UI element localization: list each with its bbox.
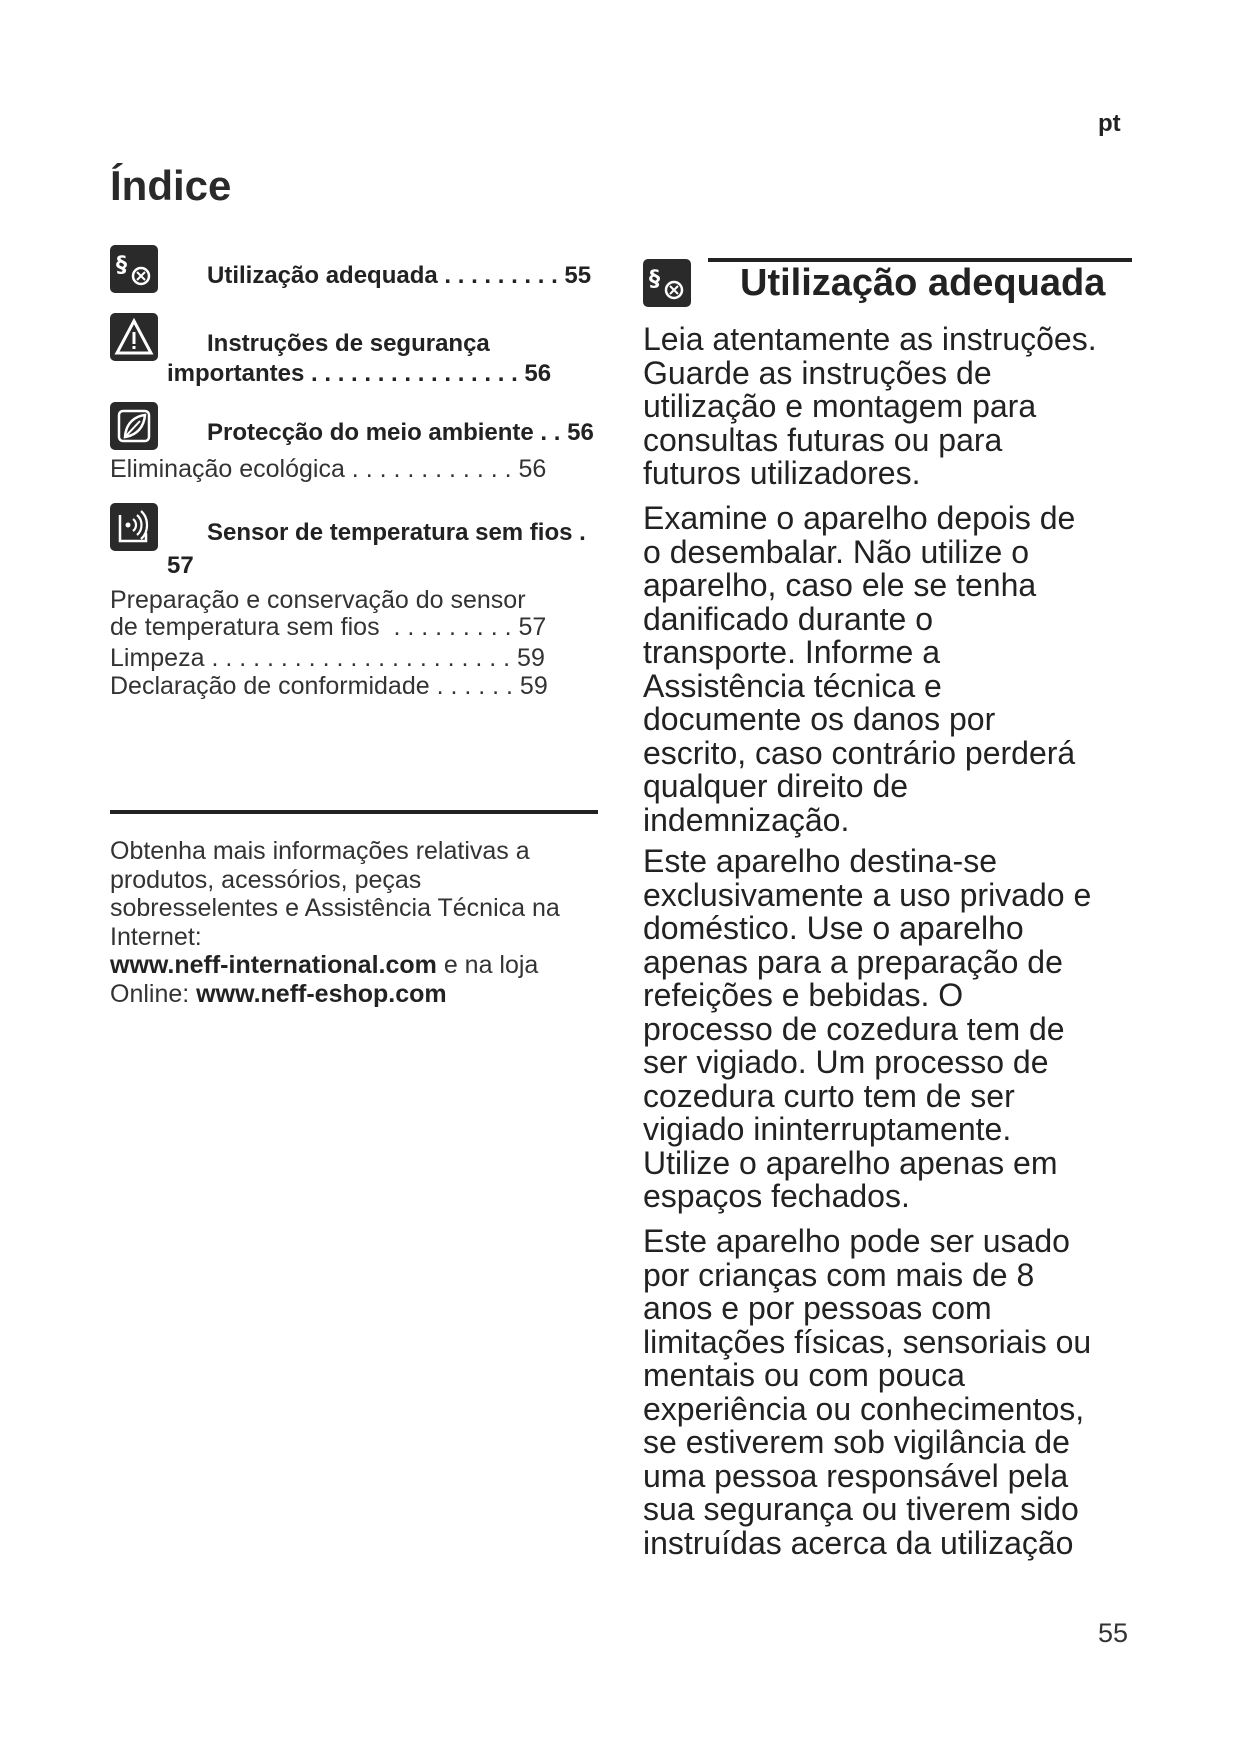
paragraph-1: Leia atentamente as instruções. Guarde as instruções de utilização e montagem para consultas futuras ou para futuros utilizadores. — [643, 321, 1097, 491]
paragraph-hand-icon — [643, 259, 691, 307]
paragraph-3: Este aparelho destina-se exclusivamente a uso privado e doméstico. Use o aparelho apenas para a preparação de refeições e bebidas. O processo de cozedura tem de ser vigiado. Um processo de cozedura curto tem de ser vigiado ininterruptamente. Utilize o aparelho apenas em espaços fechados. — [643, 843, 1092, 1214]
paragraph-4: Este aparelho pode ser usado por crianças com mais de 8 anos e por pessoas com limitações físicas, sensoriais ou mentais ou com pouca experiência ou conhecimentos, se estiverem sob vigilância de uma pessoa responsável pela sua segurança ou tiverem sido instruídas acerca da utilização — [643, 1223, 1092, 1561]
toc-entry-seguranca-line2[interactable]: importantes . . . . . . . . . . . . . . . . 56 — [167, 360, 552, 387]
wireless-sensor-icon — [110, 503, 158, 551]
language-code: pt — [1098, 110, 1121, 137]
toc-sub-preparacao-line1[interactable]: Preparação e conservação do sensor — [110, 586, 526, 614]
warning-triangle-icon — [110, 313, 158, 361]
leaf-icon — [110, 402, 158, 450]
info-text-2: e na loja Online: — [110, 951, 539, 1008]
toc-entry-sensor[interactable]: Sensor de temperatura sem fios . — [207, 519, 586, 546]
toc-sub-declaracao[interactable]: Declaração de conformidade . . . . . . 59 — [110, 672, 548, 700]
toc-entry-ambiente[interactable]: Protecção do meio ambiente . . 56 — [207, 419, 594, 446]
divider — [110, 810, 598, 814]
toc-entry-seguranca-line1[interactable]: Instruções de segurança — [207, 330, 490, 357]
link-neff-eshop[interactable]: www.neff-eshop.com — [196, 979, 447, 1008]
paragraph-2: Examine o aparelho depois de o desembalar. Não utilize o aparelho, caso ele se tenha danificado durante o transporte. Informe a Assistência técnica e documente os danos por escrito, caso contrário perderá qualquer direito de indemnização. — [643, 500, 1076, 838]
page-title: Índice — [110, 162, 232, 209]
page-number: 55 — [1098, 1618, 1129, 1648]
toc-sub-limpeza[interactable]: Limpeza . . . . . . . . . . . . . . . . . . . . . . 59 — [110, 644, 545, 672]
toc-sub-preparacao-line2[interactable]: de temperatura sem fios . . . . . . . . . 57 — [110, 613, 547, 641]
info-text: Obtenha mais informações relativas a produtos, acessórios, peças sobresselentes e Assistência Técnica na Internet: — [110, 837, 560, 951]
info-block — [110, 837, 590, 1009]
toc-entry-utilizacao[interactable]: Utilização adequada . . . . . . . . . 55 — [207, 262, 592, 289]
svg-text:§: § — [116, 253, 127, 278]
link-neff-international[interactable]: www.neff-international.com — [110, 951, 437, 980]
svg-text:§: § — [649, 267, 660, 292]
toc-entry-sensor-page[interactable]: 57 — [167, 552, 194, 579]
toc-sub-eliminacao[interactable]: Eliminação ecológica . . . . . . . . . . . . 56 — [110, 455, 547, 483]
paragraph-hand-icon — [110, 245, 158, 293]
section-title: Utilização adequada — [740, 262, 1106, 304]
